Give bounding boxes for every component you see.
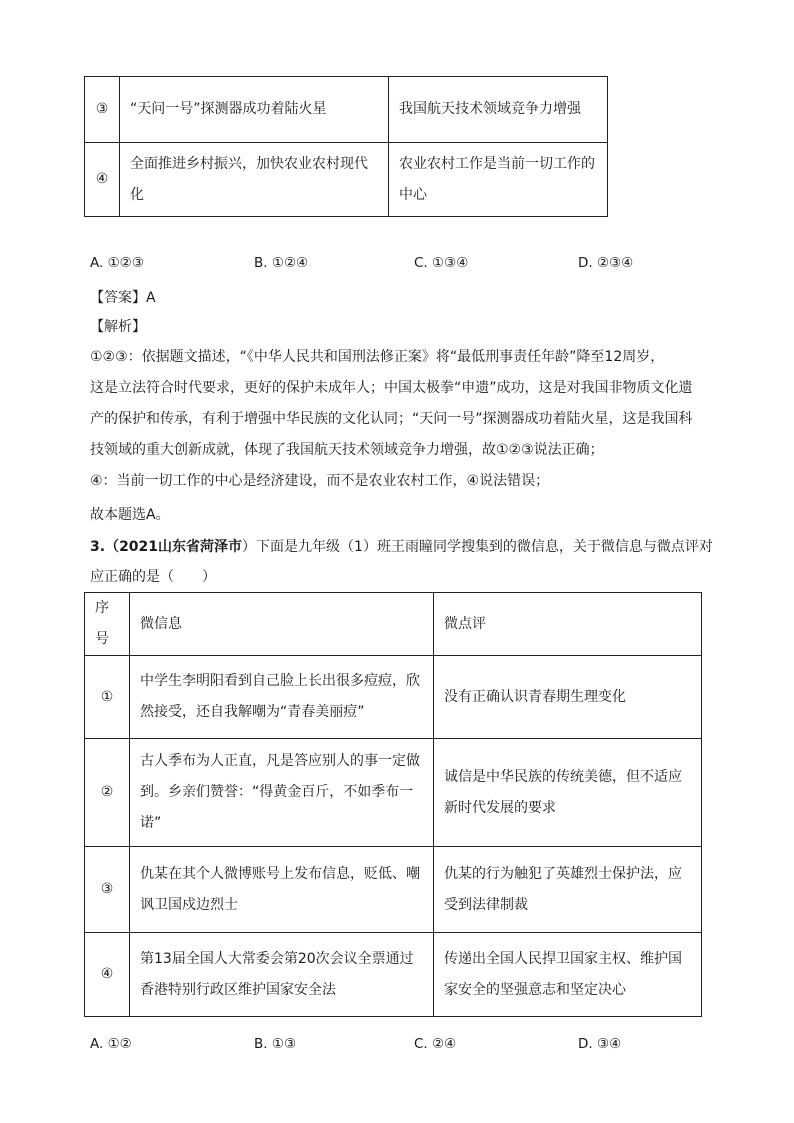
row-comment: 传递出全国人民捍卫国家主权、维护国家安全的坚强意志和坚定决心 [434,933,702,1017]
option-b[interactable]: B. ①②④ [254,255,309,271]
row-info: 中学生李明阳看到自己脸上长出很多痘痘，欣然接受，还自我解嘲为“青春美丽痘” [130,656,434,739]
row-number: ③ [85,77,120,143]
option-b[interactable]: B. ①③ [254,1036,297,1052]
q3-source: 2021山东省菏泽市 [119,539,243,555]
q3-stem-line1: ）下面是九年级（1）班王雨瞳同学搜集到的微信息，关于微信息与微点评对 [242,539,713,555]
row-info: 古人季布为人正直，凡是答应别人的事一定做到。乡亲们赞誉：“得黄金百斤，不如季布一诺” [130,739,434,847]
q3-options [90,1036,710,1058]
option-c[interactable]: C. ①③④ [414,255,469,271]
row-number: ③ [85,847,130,933]
table-row [85,656,702,739]
row-number: ④ [85,143,120,217]
table-row [85,143,608,217]
table-header-row [85,593,702,656]
q2-options [90,255,710,277]
header-comment: 微点评 [434,593,702,656]
header-num: 序号 [85,593,130,656]
q3-stem [90,536,713,558]
table-row [85,847,702,933]
q3-stem-line2: 应正确的是（ ） [90,569,216,585]
analysis-line: 产的保护和传承，有利于增强中华民族的文化认同；“天问一号”探测器成功着陆火星，这是我国科 [90,411,693,427]
row-info: 第13届全国人大常委会第20次会议全票通过香港特别行政区维护国家安全法 [130,933,434,1017]
q2-table [84,76,608,217]
option-a[interactable]: A. ①②③ [90,255,144,271]
analysis-line: 故本题选A。 [90,507,170,523]
row-meaning: 我国航天技术领域竞争力增强 [389,77,608,143]
row-number: ① [85,656,130,739]
option-d[interactable]: D. ③④ [578,1036,622,1052]
row-comment: 诚信是中华民族的传统美德，但不适应新时代发展的要求 [434,739,702,847]
table-row [85,739,702,847]
q3-table [84,592,702,1017]
row-info: 仇某在其个人微博账号上发布信息，贬低、嘲讽卫国戍边烈士 [130,847,434,933]
row-number: ④ [85,933,130,1017]
analysis-line: ①②③：依据题文描述，“《中华人民共和国刑法修正案》将“最低刑事责任年龄”降至12周岁， [90,349,665,365]
header-info: 微信息 [130,593,434,656]
table-row [85,933,702,1017]
option-d[interactable]: D. ②③④ [578,255,634,271]
analysis-line: 这是立法符合时代要求，更好的保护未成年人；中国太极拳“申遗”成功，这是对我国非物质文化遗 [90,380,693,396]
option-a[interactable]: A. ①② [90,1036,132,1052]
row-number: ② [85,739,130,847]
option-c[interactable]: C. ②④ [414,1036,457,1052]
analysis-line: ④：当前一切工作的中心是经济建设，而不是农业农村工作，④说法错误； [90,473,550,489]
analysis-line: 技领域的重大创新成就，体现了我国航天技术领域竞争力增强，故①②③说法正确； [90,442,604,458]
row-event: 全面推进乡村振兴，加快农业农村现代化 [120,143,389,217]
analysis-label: 【解析】 [90,319,146,335]
table-row [85,77,608,143]
row-event: “天问一号”探测器成功着陆火星 [120,77,389,143]
row-comment: 仇某的行为触犯了英雄烈士保护法，应受到法律制裁 [434,847,702,933]
row-meaning: 农业农村工作是当前一切工作的中心 [389,143,608,217]
q3-prefix: 3.（ [90,539,120,555]
answer-label: 【答案】A [90,290,156,306]
row-comment: 没有正确认识青春期生理变化 [434,656,702,739]
